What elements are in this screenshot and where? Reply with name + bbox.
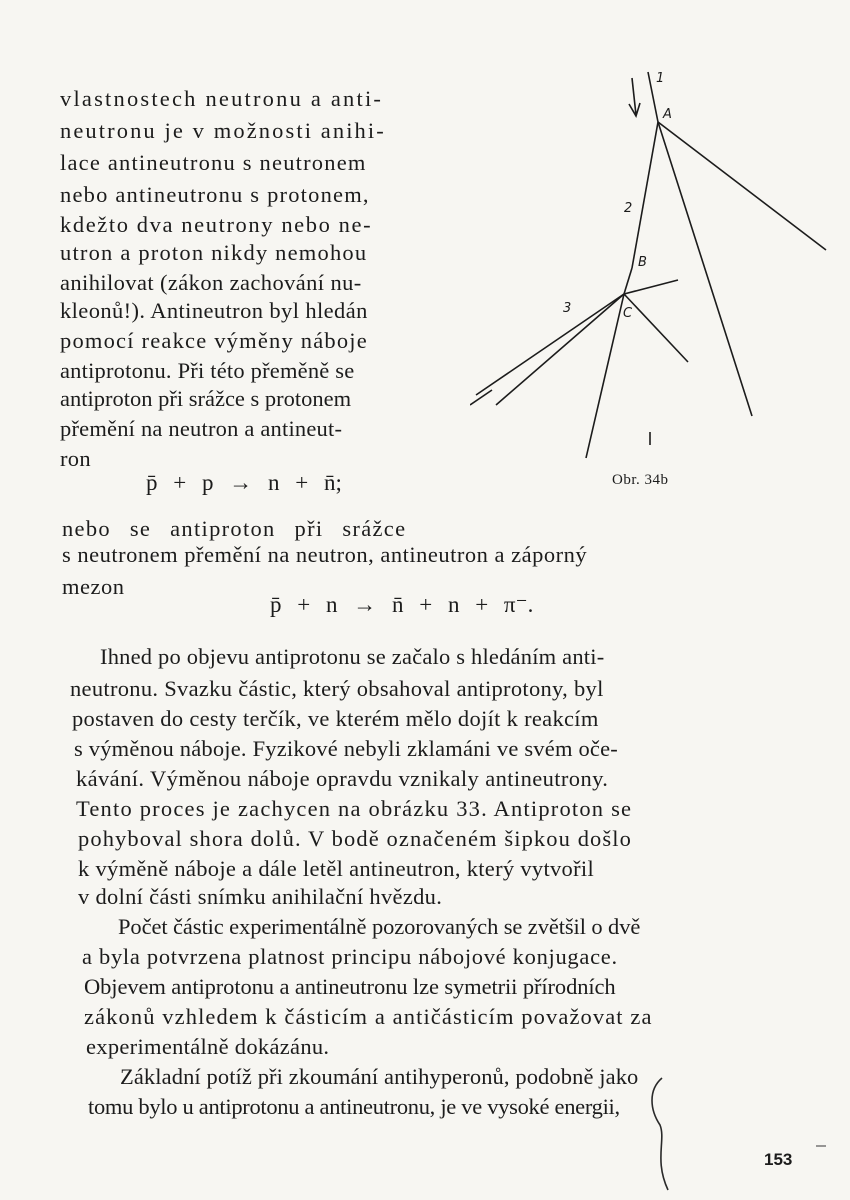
text-line-16: mezon	[62, 574, 125, 599]
page-number: 153	[764, 1150, 793, 1169]
para1-line-5: kávání. Výměnou náboje opravdu vznikaly antineutrony.	[76, 766, 609, 791]
para1-line-9: v dolní části snímku anihilační hvězdu.	[78, 884, 443, 909]
para1-line-1: Ihned po objevu antiprotonu se začalo s hledáním anti-	[100, 644, 605, 669]
para1-line-2: neutronu. Svazku částic, který obsahoval antiprotony, byl	[70, 676, 604, 701]
column-line-11: antiproton při srážce s protonem	[60, 386, 352, 411]
para2-line-3: Objevem antiprotonu a antineutronu lze symetrii přírodních	[84, 974, 616, 999]
column-line-1: vlastnostech neutronu a anti-	[60, 86, 384, 111]
star-c-prong-ul	[476, 294, 624, 395]
label-track-1: 1	[656, 71, 665, 86]
figure-caption: Obr. 34b	[612, 472, 669, 488]
column-line-5: kdežto dva neutrony nebo ne-	[60, 212, 373, 237]
column-line-4: nebo antineutronu s protonem,	[60, 182, 370, 207]
column-line-9: pomocí reakce výměny náboje	[60, 328, 368, 353]
column-line-12: přemění na neutron a antineut-	[60, 416, 343, 441]
equation-1: p̄ + p → n + n̄;	[146, 470, 342, 495]
para1-line-4: s výměnou náboje. Fyzikové nebyli zklamáni ve svém oče-	[74, 736, 618, 761]
column-line-7: anihilovat (zákon zachování nu-	[60, 270, 362, 295]
text-line-14: nebo se antiproton při srážce	[62, 516, 407, 541]
label-track-3: 3	[563, 301, 572, 316]
column-line-2: neutronu je v možnosti anihi-	[60, 118, 386, 143]
star-c-prong-down	[586, 294, 624, 458]
column-line-6: utron a proton nikdy nemohou	[60, 240, 368, 265]
star-a-prong-right	[658, 122, 826, 250]
para2-line-4: zákonů vzhledem k částicím a antičásticím považovat za	[84, 1004, 653, 1029]
column-line-13: ron	[60, 446, 91, 471]
label-point-a: A	[663, 107, 672, 122]
track-b-segment	[624, 268, 632, 294]
label-track-2: 2	[624, 201, 633, 216]
para1-line-3: postaven do cesty terčík, ve kterém mělo dojít k reakcím	[72, 706, 599, 731]
equation-2: p̄ + n → n̄ + n + π⁻.	[270, 592, 534, 617]
para1-line-8: k výměně náboje a dále letěl antineutron, který vytvořil	[78, 856, 595, 881]
para1-line-7: pohyboval shora dolů. V bodě označeném šipkou došlo	[78, 826, 632, 851]
para2-line-5: experimentálně dokázánu.	[86, 1034, 330, 1059]
label-point-b: B	[638, 255, 647, 270]
column-line-3: lace antineutronu s neutronem	[60, 150, 367, 175]
para3-line-2: tomu bylo u antiprotonu a antineutronu, je ve vysoké energii,	[88, 1094, 620, 1119]
figure-34b	[470, 60, 840, 480]
para2-line-2: a byla potvrzena platnost principu nábojové konjugace.	[82, 944, 618, 969]
para3-line-1: Základní potíž při zkoumání antihyperonů, podobně jako	[120, 1064, 639, 1089]
label-point-c: C	[623, 306, 633, 321]
column-line-10: antiprotonu. Při této přeměně se	[60, 358, 355, 383]
track-2-line	[632, 122, 658, 268]
para2-line-1: Počet částic experimentálně pozorovaných se zvětšil o dvě	[118, 914, 641, 939]
star-a-prong-down	[658, 122, 752, 416]
star-c-prong-ur	[624, 280, 678, 294]
track-3-line	[496, 294, 624, 405]
para1-line-6: Tento proces je zachycen na obrázku 33. Antiproton se	[76, 796, 633, 821]
track-diagram	[470, 60, 840, 480]
star-c-prong-dr	[624, 294, 688, 362]
column-line-8: kleonů!). Antineutron byl hledán	[60, 298, 368, 323]
text-line-15: s neutronem přemění na neutron, antineutron a záporný	[62, 542, 588, 567]
